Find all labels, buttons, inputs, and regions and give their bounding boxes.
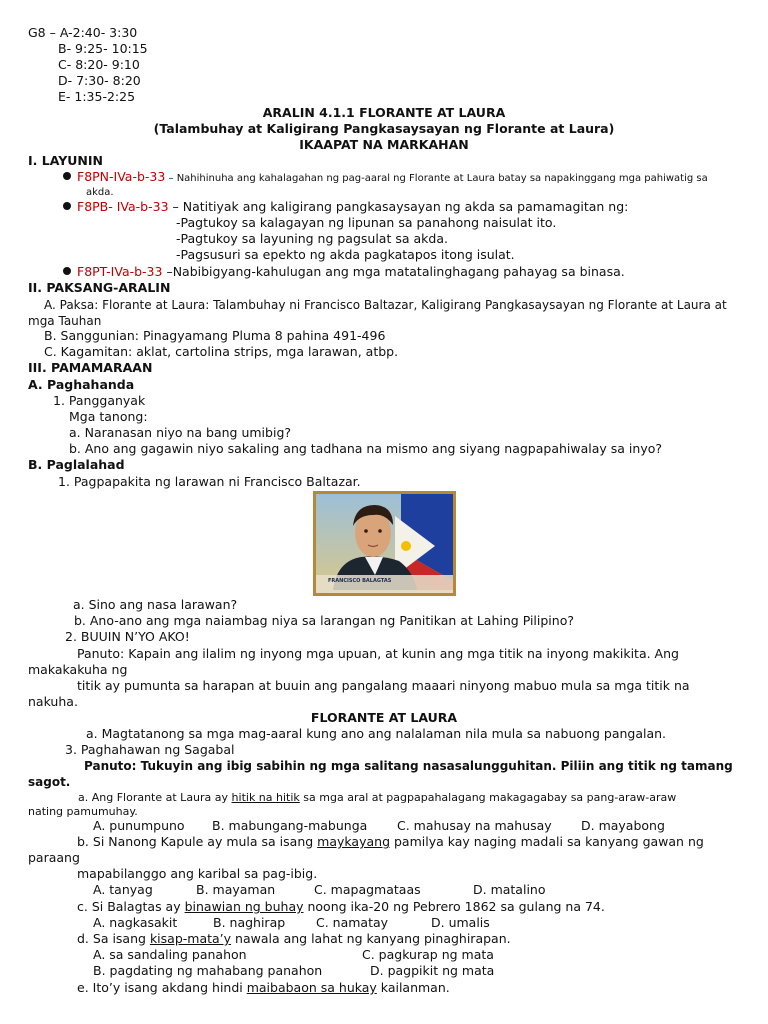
paksa-line: A. Paksa: Florante at Laura: Talambuhay ni Francisco Baltazar, Kaligirang Pangkasaysayan ng Florante at Laura at (44, 298, 727, 312)
item-a-question (78, 790, 676, 806)
buuin-answer-title: FLORANTE AT LAURA (310, 710, 458, 725)
lesson-title: ARALIN 4.1.1 FLORANTE AT LAURA (262, 105, 506, 120)
quarter-label: IKAAPAT NA MARKAHAN (299, 137, 469, 152)
paghahawan-heading: 3. Paghahawan ng Sagabal (65, 742, 235, 757)
item-text: d. Sa isang (77, 931, 150, 946)
mga-tanong-label: Mga tanong: (69, 409, 148, 424)
item-a-choice-d: D. mayabong (581, 818, 665, 833)
kagamitan-line: C. Kagamitan: aklat, cartolina strips, mga larawan, atbp. (44, 344, 399, 359)
item-text: sa mga aral at pagpapahalagang makagagabay sa pang-araw-araw (299, 791, 677, 804)
schedule-line-b: B- 9:25- 10:15 (58, 41, 148, 56)
paksa-continuation: mga Tauhan (28, 314, 102, 328)
schedule-line-e: E- 1:35-2:25 (58, 89, 136, 104)
portrait-question-a: a. Sino ang nasa larawan? (73, 597, 238, 612)
question-a: a. Naranasan niyo na bang umibig? (69, 425, 292, 440)
item-c-choice-b: B. naghirap (213, 915, 286, 930)
bullet-icon (63, 172, 71, 180)
buuin-panuto-1: Panuto: Kapain ang ilalim ng inyong mga upuan, at kunin ang mga titik na inyong makikita. Ang (77, 646, 679, 661)
item-b-choice-d: D. matalino (473, 882, 546, 897)
lesson-subtitle: (Talambuhay at Kaligirang Pangkasaysayan ng Florante at Laura) (153, 121, 615, 136)
objective-code: F8PT-IVa-b-33 (77, 264, 163, 279)
item-d-question (77, 931, 511, 947)
item-a-choice-c: C. mahusay na mahusay (397, 818, 552, 833)
paghahawan-panuto-1: Panuto: Tukuyin ang ibig sabihin ng mga salitang nasasalungguhitan. Piliin ang titik ng tamang (84, 759, 733, 773)
paglalahad-step-1: 1. Pagpapakita ng larawan ni Francisco Baltazar. (58, 474, 361, 489)
section-paksang-heading: II. PAKSANG-ARALIN (28, 280, 171, 295)
buuin-heading: 2. BUUIN N’YO AKO! (65, 629, 190, 644)
objective-text: – Natitiyak ang kaligirang pangkasaysayan ng akda sa pamamagitan ng: (168, 199, 629, 214)
paglalahad-heading: B. Paglalahad (28, 457, 125, 472)
objective-3 (63, 264, 625, 280)
bullet-icon (63, 267, 71, 275)
underlined-term: kisap-mata’y (149, 931, 232, 946)
objective-2-sub-2: -Pagtukoy sa layuning ng pagsulat sa akda. (176, 231, 448, 246)
item-a-continuation: nating pamumuhay. (28, 805, 138, 818)
objective-1 (63, 169, 708, 187)
underlined-term: hitik na hitik (231, 791, 300, 804)
francisco-balagtas-portrait (313, 491, 456, 596)
item-text: e. Ito’y isang akdang hindi (77, 980, 247, 995)
objective-1-continuation: akda. (86, 187, 114, 198)
buuin-panuto-4: nakuha. (28, 694, 78, 709)
item-b-continuation-2: mapabilanggo ang karibal sa pag-ibig. (77, 866, 318, 881)
item-a-choice-b: B. mabungang-mabunga (212, 818, 368, 833)
item-text: kailanman. (376, 980, 450, 995)
item-text: noong ika-20 ng Pebrero 1862 sa gulang na 74. (303, 899, 605, 914)
objective-text: – Nahihinuha ang kahalagahan ng pag-aaral ng Florante at Laura batay sa napakinggang mga pahiwatig sa (165, 173, 708, 184)
paghahawan-panuto-2: sagot. (28, 775, 71, 789)
section-layunin-heading: I. LAYUNIN (28, 153, 103, 168)
item-text: a. Ang Florante at Laura ay (78, 791, 232, 804)
objective-2-sub-1: -Pagtukoy sa kalagayan ng lipunan sa panahong naisulat ito. (176, 215, 557, 230)
paghahanda-heading: A. Paghahanda (28, 377, 135, 392)
schedule-line-c: C- 8:20- 9:10 (58, 57, 140, 72)
item-d-choice-c: C. pagkurap ng mata (362, 947, 494, 962)
item-b-choice-b: B. mayaman (196, 882, 276, 897)
underlined-term: binawian ng buhay (184, 899, 304, 914)
item-a-choice-a: A. punumpuno (93, 818, 185, 833)
underlined-term: maykayang (317, 834, 390, 849)
sanggunian-line: B. Sanggunian: Pinagyamang Pluma 8 pahina 491-496 (44, 328, 386, 343)
portrait-caption: FRANCISCO BALAGTAS (328, 578, 392, 584)
item-text: c. Si Balagtas ay (77, 899, 185, 914)
buuin-panuto-2: makakakuha ng (28, 662, 128, 677)
pangganyak-line: 1. Pangganyak (53, 393, 146, 408)
schedule-line-d: D- 7:30- 8:20 (58, 73, 141, 88)
bullet-icon (63, 202, 71, 210)
item-text: nawala ang lahat ng kanyang pinaghirapan. (231, 931, 511, 946)
item-b-choice-a: A. tanyag (93, 882, 153, 897)
item-text: b. Si Nanong Kapule ay mula sa isang (77, 834, 318, 849)
objective-2-sub-3: -Pagsusuri sa epekto ng akda pagkatapos itong isulat. (176, 247, 515, 262)
item-c-choice-a: A. nagkasakit (93, 915, 178, 930)
item-b-question (77, 834, 704, 850)
question-b: b. Ano ang gagawin niyo sakaling ang tadhana na mismo ang siyang nagpapahiwalay sa inyo? (69, 441, 662, 456)
portrait-question-b: b. Ano-ano ang mga naiambag niya sa larangan ng Panitikan at Lahing Pilipino? (74, 613, 574, 628)
item-e-question (77, 980, 450, 996)
objective-2 (63, 199, 628, 215)
item-text: pamilya kay naging madali sa kanyang gawan ng (390, 834, 704, 849)
objective-code: F8PB- IVa-b-33 (77, 199, 169, 214)
item-b-choice-c: C. mapagmataas (314, 882, 421, 897)
objective-text: –Nabibigyang-kahulugan ang mga matatalinghagang pahayag sa binasa. (162, 264, 625, 279)
item-d-choice-a: A. sa sandaling panahon (93, 947, 247, 962)
buuin-panuto-3: titik ay pumunta sa harapan at buuin ang pangalang maaari ninyong mabuo mula sa mga titik na (77, 678, 690, 693)
item-d-choice-b: B. pagdating ng mahabang panahon (93, 963, 323, 978)
underlined-term: maibabaon sa hukay (246, 980, 377, 995)
objective-code: F8PN-IVa-b-33 (77, 169, 166, 184)
item-b-continuation-1: paraang (28, 850, 80, 865)
buuin-step-a: a. Magtatanong sa mga mag-aaral kung ano ang nalalaman nila mula sa nabuong pangalan. (86, 726, 667, 741)
schedule-line-g8: G8 – A-2:40- 3:30 (28, 25, 138, 40)
item-d-choice-d: D. pagpikit ng mata (370, 963, 495, 978)
item-c-question (77, 899, 605, 915)
item-c-choice-c: C. namatay (316, 915, 389, 930)
item-c-choice-d: D. umalis (431, 915, 490, 930)
section-pamamaraan-heading: III. PAMAMARAAN (28, 360, 153, 375)
